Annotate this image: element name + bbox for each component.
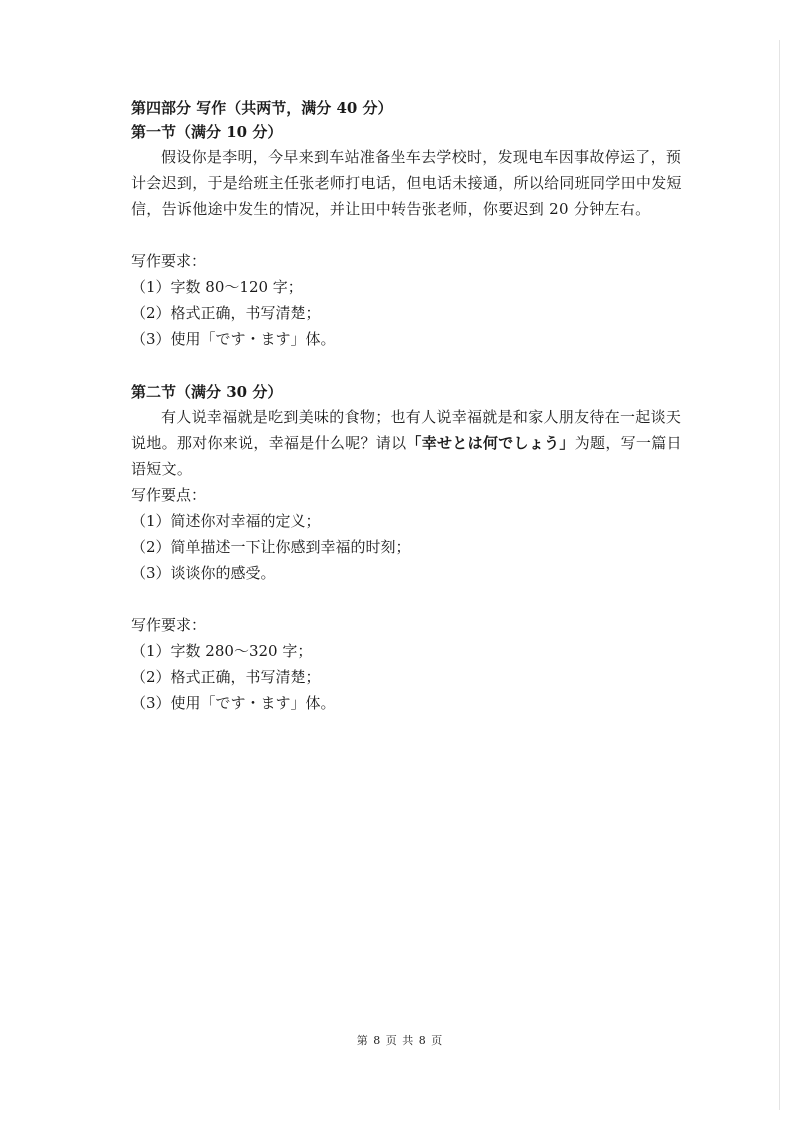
page-edge-line: [779, 40, 780, 1110]
section2-prompt-before: 有人说幸福就是吃到美味的食物；也有人说幸福就是和家人朋友待在一起谈天说地。那对你来说，幸福是什么呢？请以: [131, 408, 682, 452]
section1-requirements-title: 写作要求：: [131, 252, 207, 270]
section2-prompt-after: 为题，写一篇日语短文。: [131, 434, 682, 478]
section1-title: 第一节（满分 10 分）: [131, 123, 283, 141]
section2-points-title: 写作要点：: [131, 486, 207, 504]
section1-requirement-2: （2）格式正确，书写清楚；: [131, 304, 321, 322]
part-title: 第四部分 写作（共两节，满分 40 分）: [131, 99, 393, 117]
section2-point-3: （3）谈谈你的感受。: [131, 564, 276, 582]
section2-title: 第二节（满分 30 分）: [131, 383, 283, 401]
section2-requirements-title: 写作要求：: [131, 616, 207, 634]
section2-requirement-1: （1）字数 280～320 字；: [131, 642, 313, 660]
section2-topic: 「幸せとは何でしょう」: [406, 434, 575, 452]
section2-requirement-2: （2）格式正确，书写清楚；: [131, 668, 321, 686]
section2-prompt: [131, 404, 691, 482]
section1-prompt: 假设你是李明，今早来到车站准备坐车去学校时，发现电车因事故停运了，预计会迟到，于是给班主任张老师打电话，但电话未接通，所以给同班同学田中发短信，告诉他途中发生的情况，并让田中转告张老师，你要迟到 20 分钟左右。: [131, 148, 682, 218]
section2-point-1: （1）简述你对幸福的定义；: [131, 512, 321, 530]
section1-requirement-1: （1）字数 80～120 字；: [131, 278, 303, 296]
page-number: 第 8 页 共 8 页: [356, 1034, 444, 1047]
section2-point-2: （2）简单描述一下让你感到幸福的时刻；: [131, 538, 411, 556]
section2-requirement-3: （3）使用「です・ます」体。: [131, 694, 336, 712]
writing-section: [131, 96, 691, 716]
section1-requirement-3: （3）使用「です・ます」体。: [131, 330, 336, 348]
